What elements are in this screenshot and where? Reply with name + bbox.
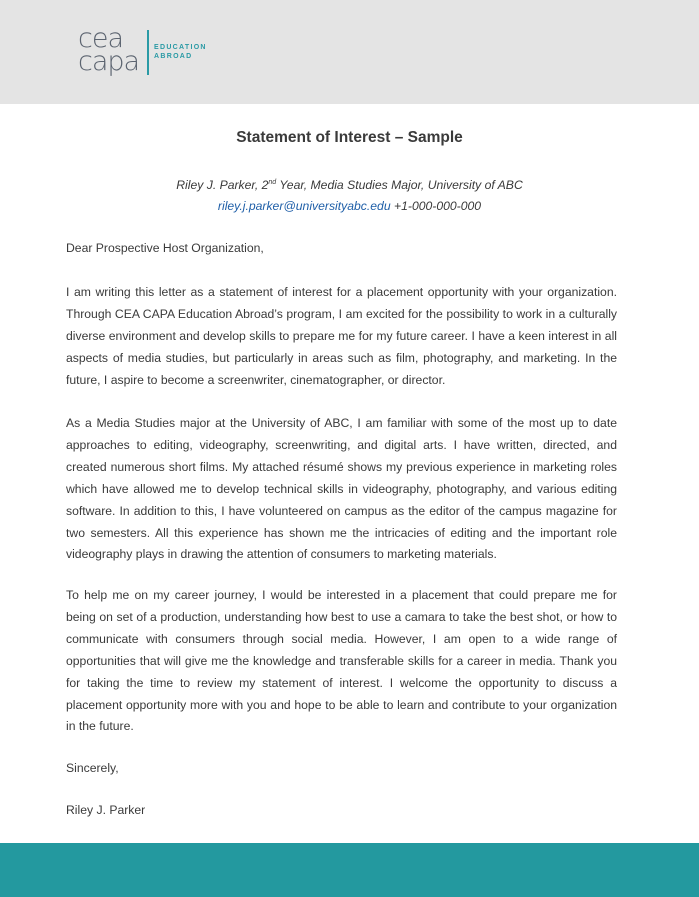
author-name: Riley J. Parker, 2 bbox=[176, 178, 269, 192]
logo-divider bbox=[147, 30, 149, 75]
footer-band bbox=[0, 843, 699, 897]
page-title: Statement of Interest – Sample bbox=[236, 129, 463, 146]
phone-number: +1-000-000-000 bbox=[390, 199, 482, 213]
author-line bbox=[0, 178, 699, 192]
author-details: Year, Media Studies Major, University of ABC bbox=[276, 178, 523, 192]
logo-word-cea: cea bbox=[78, 23, 124, 54]
contact-line bbox=[0, 199, 699, 213]
header-band bbox=[0, 0, 699, 104]
paragraph-3: To help me on my career journey, I would be interested in a placement that could prepare me for being on set of a production, understanding how best to use a camara to take the best shot, or how to communicate with consumers through social media. However, I am open to a wide range of opportunities that will give me the knowledge and transferable skills for a career in media. Thank you for taking the time to review my statement of interest. I welcome the opportunity to discuss a placement opportunity more with you and hope to be able to learn and contribute to your organization in the future. bbox=[66, 588, 617, 734]
paragraph-1: I am writing this letter as a statement of interest for a placement opportunity with your organization. Through CEA CAPA Education Abroad’s program, I am excited for the possibility to work in a culturally diverse environment and develop skills to prepare me for my future career. I have a keen interest in all aspects of media studies, but particularly in areas such as film, photography, and marketing. In the future, I aspire to become a screenwriter, cinematographer, or director. bbox=[66, 285, 617, 387]
logo-tagline-abroad: ABROAD bbox=[154, 53, 193, 60]
logo-tagline-education: EDUCATION bbox=[154, 44, 207, 51]
signature: Riley J. Parker bbox=[66, 803, 146, 817]
logo-word-capa: capa bbox=[78, 46, 140, 77]
paragraph-2: As a Media Studies major at the University of ABC, I am familiar with some of the most up to date approaches to editing, videography, screenwriting, and digital arts. I have written, directed, and created numerous short films. My attached résumé shows my previous experience in marketing roles which have allowed me to develop technical skills in videography, photography, and various editing software. In addition to this, I have volunteered on campus as the editor of the campus magazine for two semesters. All this experience has shown me the intricacies of editing and the important role videography plays in drawing the attention of consumers to marketing materials. bbox=[66, 416, 617, 562]
greeting: Dear Prospective Host Organization, bbox=[66, 241, 264, 255]
email-link[interactable]: riley.j.parker@universityabc.edu bbox=[217, 199, 391, 213]
closing: Sincerely, bbox=[66, 761, 119, 775]
author-ordinal: nd bbox=[268, 179, 277, 186]
